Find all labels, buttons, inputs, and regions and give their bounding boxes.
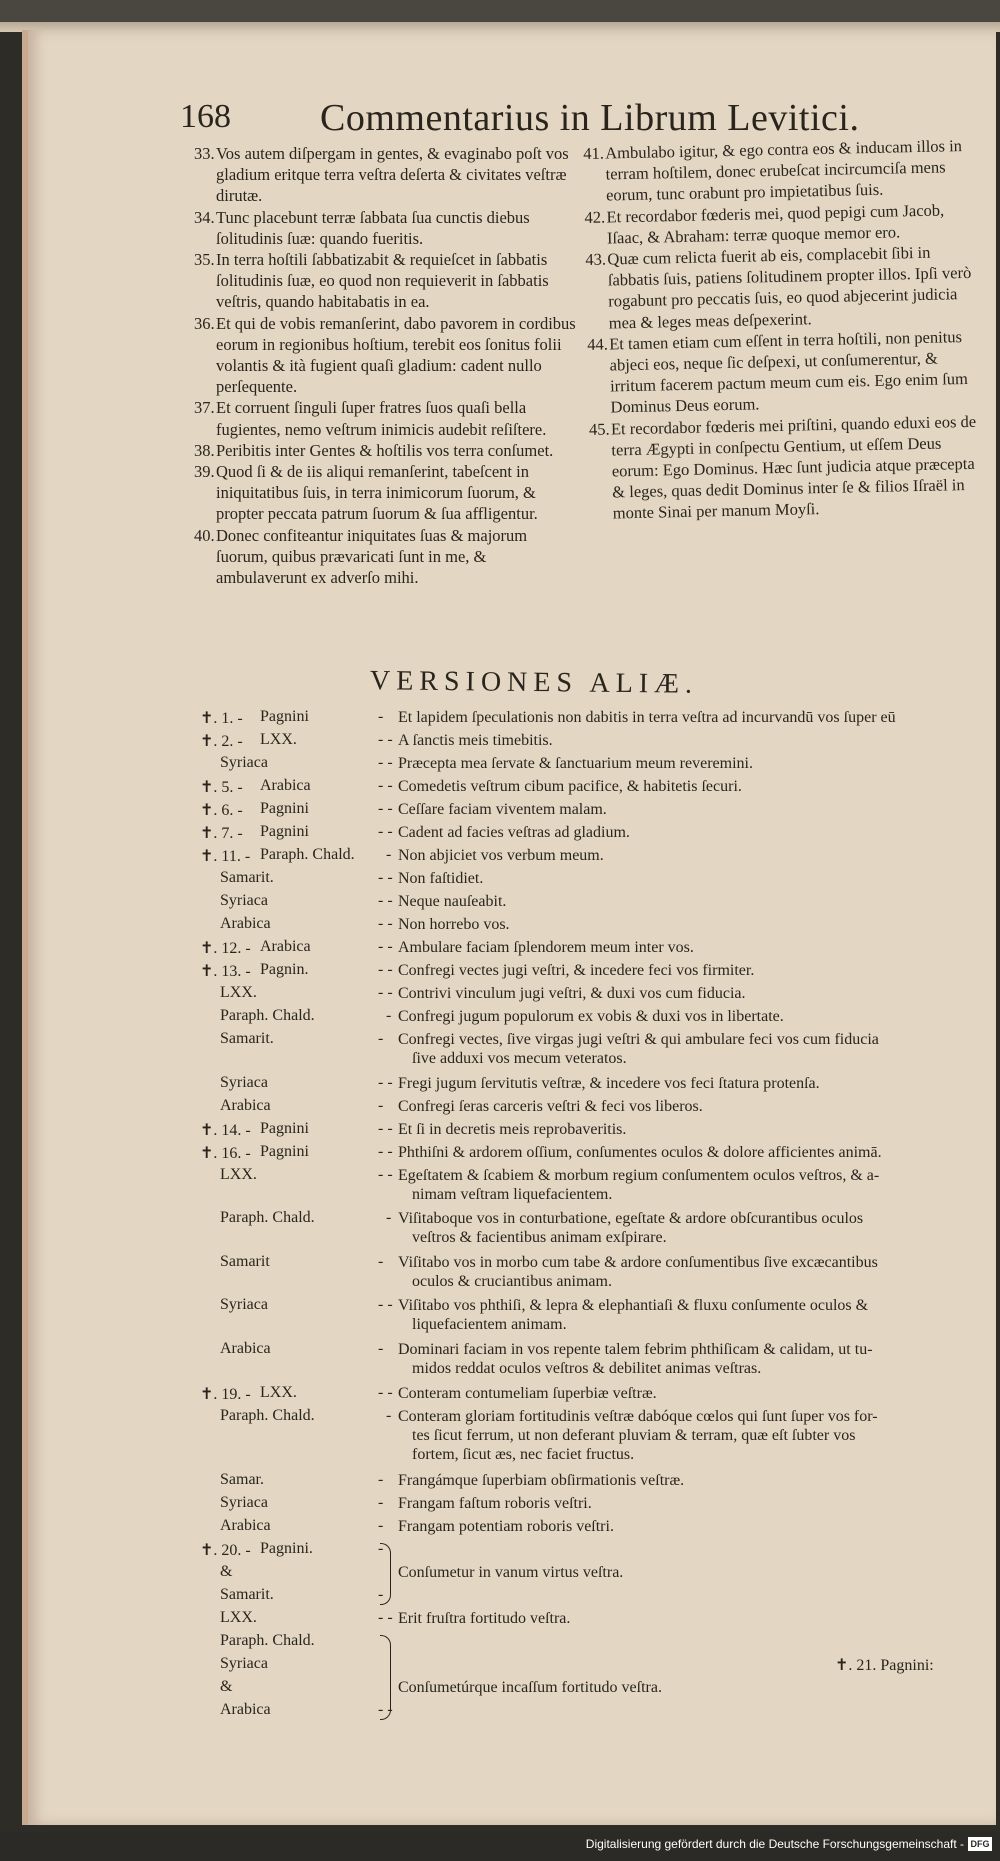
page-number: 168: [180, 98, 231, 135]
version-row: [200, 1253, 960, 1294]
version-text-line: Et lapidem ſpeculationis non dabitis in terra veſtra ad incurvandū vos ſuper eū: [398, 709, 896, 726]
version-text: [398, 823, 963, 842]
verse-number: 39.: [194, 462, 215, 482]
leader-dash: - -: [378, 1165, 393, 1183]
leader-dash: -: [386, 846, 392, 863]
version-name: Arabica: [260, 777, 311, 794]
verse-number: 44.: [587, 334, 609, 354]
version-text: [398, 800, 963, 819]
grouping-brace: [380, 1635, 391, 1721]
catchword: ✝. 21. Pagnini:: [835, 1657, 934, 1674]
verse-reference: ✝. 2. -: [200, 733, 243, 750]
leader-dash: -: [386, 1406, 392, 1424]
version-text-line: Non abjiciet vos verbum meum.: [398, 847, 604, 864]
version-name: Syriaca: [220, 1493, 268, 1511]
verse-reference: ✝. 20. -: [200, 1541, 251, 1559]
version-text: [398, 1678, 963, 1697]
version-text-line: Non faſtidiet.: [398, 870, 484, 887]
version-text: [398, 984, 963, 1003]
version-name: Syriaca: [220, 1654, 268, 1672]
version-text-line: Ceſſare faciam viventem malam.: [398, 801, 607, 818]
version-text-line: oculos & cruciantibus animam.: [412, 1272, 612, 1290]
version-text: [398, 1074, 963, 1093]
version-name: Paraph. Chald.: [220, 1007, 315, 1024]
leader-dash: -: [378, 1539, 384, 1557]
leader-dash: -: [378, 708, 384, 725]
leader-dash: - -: [378, 731, 393, 748]
verse-text: Quod ſi & de iis aliqui remanſerint, tabeſcent in iniquitatibus ſuis, in terra inimicorum ſuorum, & propter peccata patrum ſuorum & ſua affligentur.: [216, 462, 538, 524]
version-name: Samarit.: [220, 1585, 274, 1603]
leader-dash: -: [378, 1340, 384, 1357]
version-name: Arabica: [220, 1340, 271, 1357]
version-text: [398, 1563, 963, 1582]
version-text: [398, 731, 963, 750]
version-name: Pagnin.: [260, 961, 309, 978]
leader-dash: - -: [378, 892, 393, 909]
version-row: [200, 1407, 960, 1469]
grouping-brace: [380, 1543, 391, 1606]
version-name: Pagnini: [260, 1119, 309, 1137]
version-text-line: Neque nauſeabit.: [398, 893, 507, 910]
version-text-line: Conteram contumeliam ſuperbiæ veſtræ.: [398, 1384, 657, 1402]
version-text: [398, 1407, 963, 1464]
version-row: [200, 1166, 960, 1207]
verse-text: Ambulabo igitur, & ego contra eos & inducam illos in terram hoſtilem, donec erubeſcat incircumciſa mens eorum, tunc orabunt pro impietatibus ſuis.: [605, 136, 963, 205]
version-name: Paraph. Chald.: [220, 1631, 315, 1649]
version-text: [398, 1340, 963, 1378]
leader-dash: - -: [378, 1142, 393, 1160]
leader-dash: - -: [378, 1700, 393, 1718]
version-name: Samarit.: [220, 869, 274, 886]
verse-reference: ✝. 12. -: [200, 940, 251, 957]
version-row: [200, 938, 960, 959]
version-name: LXX.: [220, 984, 257, 1001]
verse-reference: ✝. 1. -: [200, 710, 243, 727]
verse: [194, 313, 576, 398]
version-row: [200, 731, 960, 752]
version-name: &: [220, 1562, 233, 1580]
verse-reference: ✝. 6. -: [200, 802, 243, 819]
version-name: Pagnini: [260, 1142, 309, 1160]
verse-text: Et qui de vobis remanſerint, dabo pavorem in cordibus eorum in regionibus hoſtium, terebit eos ſonitus folii volantis & ità fugient quaſi gladium: cadent nullo perſequente.: [216, 313, 576, 397]
leader-dash: -: [378, 1516, 384, 1534]
version-text-line: Ambulare faciam ſplendorem meum inter vos.: [398, 939, 694, 956]
verse-reference: ✝. 19. -: [200, 1385, 251, 1403]
version-text: [398, 1471, 963, 1490]
verse-text: Quæ cum relicta fuerit ab eis, complacebit ſibi in ſabbatis ſuis, patiens ſolitudinem propter illos. Ipſi verò rogabunt pro peccatis ſuis, eo quod abjecerint judicia mea & leges meas deſpexerint.: [607, 242, 972, 333]
version-row: [200, 1540, 960, 1561]
verse-reference: ✝. 11. -: [200, 848, 251, 865]
verse-text: Tunc placebunt terræ ſabbata ſua cunctis diebus ſolitudinis ſuæ: quando fueritis.: [216, 207, 530, 248]
verse-number: 34.: [194, 207, 215, 227]
leader-dash: - -: [378, 777, 393, 794]
version-text-line: A ſanctis meis timebitis.: [398, 732, 553, 749]
version-row: [200, 1074, 960, 1095]
leader-dash: - -: [378, 984, 393, 1001]
version-name: LXX.: [220, 1165, 257, 1183]
verse-text: Et corruent ſinguli ſuper fratres ſuos quaſi bella fugientes, nemo veſtrum inimicis audebit reſiſtere.: [216, 398, 547, 439]
version-text-line: Et ſi in decretis meis reprobaveritis.: [398, 1120, 627, 1138]
version-row: [200, 1586, 960, 1607]
verse: [194, 397, 576, 439]
verse: [194, 440, 576, 461]
version-row: [200, 1471, 960, 1492]
verse-number: 35.: [194, 250, 215, 270]
right-column: [583, 135, 981, 525]
leader-dash: - -: [378, 938, 393, 955]
version-name: Samarit: [220, 1252, 270, 1270]
version-text: [398, 754, 963, 773]
verse-number: 40.: [194, 525, 215, 545]
running-head: Commentarius in Librum Levitici.: [320, 97, 860, 139]
version-text-line: liquefacientem animam.: [412, 1316, 567, 1334]
leader-dash: - -: [378, 823, 393, 840]
version-name: LXX.: [220, 1608, 257, 1626]
version-text-line: Frangámque ſuperbiam obſirmationis veſtræ.: [398, 1471, 685, 1489]
version-row: [200, 915, 960, 936]
version-text-line: Conteram gloriam fortitudinis veſtræ dabóque cœlos qui ſunt ſuper vos for-: [398, 1407, 878, 1425]
version-name: Samarit.: [220, 1030, 274, 1047]
leader-dash: - -: [378, 800, 393, 817]
verse: [194, 143, 576, 207]
version-name: Arabica: [220, 1096, 271, 1114]
verse-number: 37.: [194, 398, 215, 418]
version-name: Paraph. Chald.: [260, 846, 355, 863]
version-text: [398, 1143, 963, 1162]
version-row: [200, 1701, 960, 1722]
version-name: Arabica: [220, 1700, 271, 1718]
verse: [585, 241, 977, 334]
leader-dash: - -: [378, 869, 393, 886]
version-text-line: tes ſicut ferrum, ut non deferant pluviam & terram, quæ eſt ſubter vos: [412, 1426, 856, 1444]
version-text: [398, 915, 963, 934]
verse-text: In terra hoſtili ſabbatizabit & requieſcet in ſabbatis ſolitudinis ſuæ, eo quod non requieverit in ſabbatis veſtris, quando habitabatis in ea.: [216, 250, 549, 312]
version-name: Syriaca: [220, 754, 268, 771]
version-name: Arabica: [220, 915, 271, 932]
verse-number: 38.: [194, 440, 215, 460]
version-name: LXX.: [260, 1383, 297, 1401]
version-name: Syriaca: [220, 1296, 268, 1314]
verse-text: Vos autem diſpergam in gentes, & evaginabo poſt vos gladium eritque terra veſtra deſerta & civitates veſtræ dirutæ.: [216, 144, 569, 206]
verse: [589, 410, 981, 524]
leader-dash: - -: [378, 754, 393, 771]
leader-dash: -: [378, 1585, 384, 1603]
book-top-edge: [0, 0, 1000, 22]
version-row: [200, 1143, 960, 1164]
version-text: [398, 1253, 963, 1291]
version-row: [200, 1563, 960, 1584]
version-text: [398, 1296, 963, 1334]
version-text-line: veſtros & facientibus animam exſpirare.: [412, 1229, 667, 1247]
verse: [194, 461, 576, 525]
verse: [587, 326, 979, 419]
version-row: [200, 1632, 960, 1653]
version-text: [398, 1209, 963, 1247]
version-text: [398, 961, 963, 980]
verse-number: 42.: [584, 207, 606, 227]
verse: [194, 525, 576, 589]
verse-reference: ✝. 14. -: [200, 1121, 251, 1139]
version-text-line: Phthiſni & ardorem oſſium, conſumentes oculos & dolore afficientes animā.: [398, 1143, 882, 1161]
version-text: [398, 708, 963, 727]
section-title: VERSIONES ALIÆ.: [369, 665, 699, 700]
version-row: [200, 1494, 960, 1515]
verse-text: Et recordabor fœderis mei priſtini, quando eduxi eos de terra Ægypti in conſpectu Gentium, ut eſſem Deus eorum: Ego Dominus. Hæc ſunt judicia atque præcepta & leges, quas dedit Dominus inter ſe & filios Iſraël in monte Sinai per manum Moyſi.: [610, 411, 977, 523]
version-row: [200, 1209, 960, 1250]
version-name: Pagnini.: [260, 1539, 313, 1557]
leader-dash: - -: [378, 1383, 393, 1401]
verse-reference: ✝. 5. -: [200, 779, 243, 796]
leader-dash: -: [378, 1470, 384, 1488]
version-row: [200, 1340, 960, 1381]
version-text-line: Contrivi vinculum jugi veſtri, & duxi vos cum fiducia.: [398, 985, 746, 1002]
version-name: Pagnini: [260, 708, 309, 725]
leader-dash: -: [386, 1007, 392, 1024]
version-text: [398, 1494, 963, 1513]
version-row: [200, 961, 960, 982]
version-text: [398, 892, 963, 911]
verse: [194, 249, 576, 313]
leader-dash: - -: [378, 1608, 393, 1626]
verse-text: Et tamen etiam cum eſſent in terra hoſtili, non penitus abjeci eos, neque ſic deſpexi, ut conſumerentur, & irritum facerem pactum meum cum eis. Ego enim ſum Dominus Deus eorum.: [609, 326, 969, 417]
version-text: [398, 1517, 963, 1536]
version-text: [398, 938, 963, 957]
version-name: Arabica: [220, 1516, 271, 1534]
version-text: [398, 1166, 963, 1204]
version-text-line: Erit fruſtra fortitudo veſtra.: [398, 1609, 571, 1627]
verse-text: Et recordabor fœderis mei, quod pepigi cum Jacob, Iſaac, & Abraham: terræ quoque memor ero.: [606, 200, 945, 248]
leader-dash: - -: [378, 1296, 393, 1314]
version-text-line: Frangam faſtum roboris veſtri.: [398, 1494, 592, 1512]
leader-dash: -: [378, 1493, 384, 1511]
version-text: [398, 846, 963, 865]
version-text-line: fortem, ſicut æs, nec faciet fructus.: [412, 1445, 635, 1463]
version-row: [200, 1296, 960, 1337]
version-row: [200, 777, 960, 798]
leader-dash: -: [386, 1209, 392, 1227]
version-row: [200, 823, 960, 844]
verse: [583, 135, 974, 207]
version-text-line: Comedetis veſtrum cibum pacifice, & habitetis ſecuri.: [398, 778, 742, 795]
version-text: [398, 777, 963, 796]
version-row: [200, 1007, 960, 1028]
leader-dash: -: [378, 1252, 384, 1270]
leader-dash: - -: [378, 961, 393, 978]
version-row: [200, 1384, 960, 1405]
version-text-line: Conſumetúrque incaſſum fortitudo veſtra.: [398, 1678, 662, 1696]
version-text-line: Confregi vectes, ſive virgas jugi veſtri & qui ambulare feci vos cum fiducia: [398, 1031, 879, 1048]
version-text: [398, 1030, 963, 1068]
version-name: Pagnini: [260, 823, 309, 840]
version-row: [200, 754, 960, 775]
version-text-line: Viſitaboque vos in conturbatione, egeſtate & ardore obſcurantibus oculos: [398, 1210, 864, 1228]
version-text: [398, 1384, 963, 1403]
version-name: LXX.: [260, 731, 297, 748]
leader-dash: -: [378, 1096, 384, 1114]
verse-text: Peribitis inter Gentes & hoſtilis vos terra conſumet.: [216, 440, 554, 460]
verse-reference: ✝. 13. -: [200, 963, 251, 980]
version-text: [398, 1007, 963, 1026]
version-row: [200, 892, 960, 913]
verse-number: 33.: [194, 144, 215, 163]
version-text-line: Conſumetur in vanum virtus veſtra.: [398, 1563, 624, 1581]
dfg-logo: DFG: [968, 1837, 992, 1851]
version-text-line: Fregi jugum ſervitutis veſtræ, & incedere vos feci ſtatura protenſa.: [398, 1074, 820, 1092]
version-text: [398, 1609, 963, 1628]
verse-reference: ✝. 16. -: [200, 1144, 251, 1162]
version-name: Paraph. Chald.: [220, 1406, 315, 1424]
version-row: [200, 1120, 960, 1141]
version-text-line: Frangam potentiam roboris veſtri.: [398, 1517, 614, 1535]
leader-dash: - -: [378, 1073, 393, 1091]
version-text-line: Egeſtatem & ſcabiem & morbum regium conſumentem oculos veſtros, & a-: [398, 1166, 880, 1184]
version-text-line: Viſitabo vos phthiſi, & lepra & elephantiaſi & fluxu conſumente oculos &: [398, 1297, 869, 1315]
leader-dash: -: [378, 1030, 384, 1047]
version-text-line: ſive adduxi vos mecum veteratos.: [412, 1050, 627, 1067]
version-name: Paraph. Chald.: [220, 1209, 315, 1227]
verse-number: 43.: [585, 249, 607, 269]
version-text-line: Confregi vectes jugi veſtri, & incedere feci vos firmiter.: [398, 962, 755, 979]
version-row: [200, 869, 960, 890]
version-text-line: nimam veſtram liquefacientem.: [412, 1185, 613, 1203]
version-text-line: Cadent ad facies veſtras ad gladium.: [398, 824, 630, 841]
version-name: Syriaca: [220, 892, 268, 909]
verse-number: 36.: [194, 313, 215, 333]
version-row: [200, 1097, 960, 1118]
left-column: [194, 143, 576, 588]
version-text: [398, 869, 963, 888]
verse-text: Donec confiteantur iniquitates ſuas & majorum ſuorum, quibus prævaricati ſunt in me, & ambulaverunt ex adverſo mihi.: [216, 525, 528, 588]
version-text: [398, 1097, 963, 1116]
version-text-line: Dominari faciam in vos repente talem febrim phthiſicam & calidam, ut tu-: [398, 1341, 873, 1358]
version-name: Arabica: [260, 938, 311, 955]
version-name: Samar.: [220, 1470, 264, 1488]
version-row: [200, 1678, 960, 1699]
verse-number: 41.: [583, 143, 605, 163]
version-text: [398, 1120, 963, 1139]
version-text-line: Viſitabo vos in morbo cum tabe & ardore conſumentibus ſive excæcantibus: [398, 1253, 878, 1271]
version-row: [200, 984, 960, 1005]
version-row: [200, 1609, 960, 1630]
version-name: &: [220, 1677, 233, 1695]
version-name: Syriaca: [220, 1073, 268, 1091]
version-text-line: Non horrebo vos.: [398, 916, 510, 933]
version-text-line: Præcepta mea ſervate & ſanctuarium meum reveremini.: [398, 755, 753, 772]
version-text-line: midos reddat oculos veſtros & debilitet animas veſtras.: [412, 1360, 762, 1377]
leader-dash: - -: [378, 915, 393, 932]
version-row: [200, 1030, 960, 1071]
version-text-line: Confregi ſeras carceris veſtri & feci vos liberos.: [398, 1097, 703, 1115]
version-row: [200, 708, 960, 729]
verse-number: 45.: [588, 419, 610, 439]
version-row: [200, 846, 960, 867]
digitization-note: Digitalisierung gefördert durch die Deutsche Forschungsgemeinschaft -: [585, 1837, 964, 1851]
version-name: Pagnini: [260, 800, 309, 817]
leader-dash: - -: [378, 1119, 393, 1137]
verse-reference: ✝. 7. -: [200, 825, 243, 842]
version-text-line: Confregi jugum populorum ex vobis & duxi vos in libertate.: [398, 1008, 784, 1025]
verse: [194, 207, 576, 249]
version-row: [200, 1517, 960, 1538]
version-row: [200, 800, 960, 821]
